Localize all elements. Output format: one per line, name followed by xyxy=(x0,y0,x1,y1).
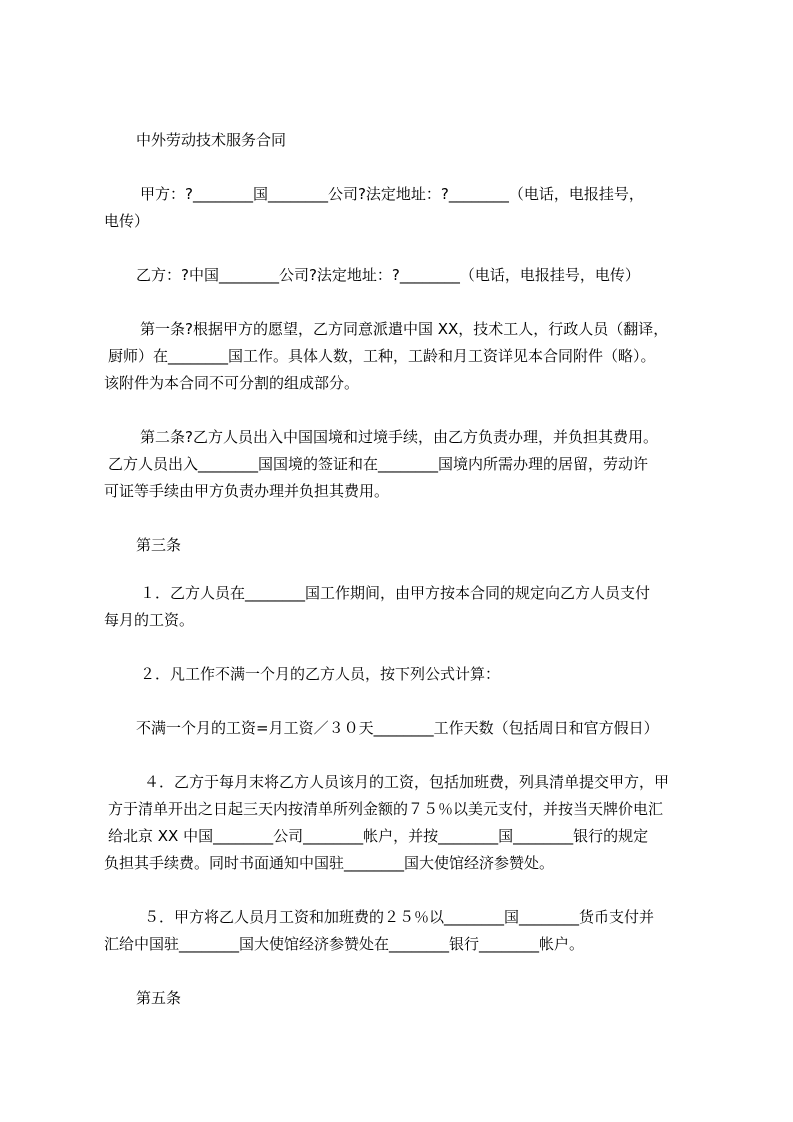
article-3-heading xyxy=(104,532,732,559)
formula-paragraph xyxy=(104,715,732,742)
clause-4-paragraph xyxy=(104,769,700,877)
article-2-line-3: 可证等手续由甲方负责办理并负担其费用。 xyxy=(104,482,390,500)
article-1-paragraph xyxy=(104,316,700,397)
clause-4-line-1: ４．乙方于每月末将乙方人员该月的工资，包括加班费，列具清单提交甲方，甲 xyxy=(144,773,670,791)
clause-1-line-2: 每月的工资。 xyxy=(104,611,195,629)
document-title-text: 中外劳动技术服务合同 xyxy=(136,131,287,149)
formula-line-1: 不满一个月的工资=月工资／３０天________工作天数（包括周日和官方假日） xyxy=(136,719,659,737)
party-a-line-2: 电传） xyxy=(104,212,150,230)
clause-2-paragraph xyxy=(104,661,700,688)
party-b-paragraph xyxy=(104,262,732,289)
clause-1-line-1: １．乙方人员在________国工作期间，由甲方按本合同的规定向乙方人员支付 xyxy=(140,584,651,602)
document-title xyxy=(104,127,732,154)
article-3-heading-text: 第三条 xyxy=(136,536,182,554)
clause-2-line-1: ２．凡工作不满一个月的乙方人员，按下列公式计算： xyxy=(140,665,501,683)
article-1-line-3: 该附件为本合同不可分割的组成部分。 xyxy=(104,374,360,392)
clause-4-line-3: 给北京 XX 中国________公司________帐户，并按________国________银行的规定 xyxy=(108,827,649,845)
clause-4-line-4: 负担其手续费。同时书面通知中国驻________国大使馆经济参赞处。 xyxy=(104,854,555,872)
party-b-line-1: 乙方：?中国________公司?法定地址：?________（电话，电报挂号，电传） xyxy=(136,266,640,284)
article-2-line-2: 乙方人员出入________国国境的签证和在________国境内所需办理的居留，劳动许 xyxy=(108,455,649,473)
clause-4-line-2: 方于清单开出之日起三天内按清单所列金额的７５％以美元支付，并按当天牌价电汇 xyxy=(108,800,664,818)
clause-5-line-1: ５．甲方将乙人员月工资和加班费的２５％以________国________货币支付并 xyxy=(144,908,655,926)
party-a-paragraph xyxy=(104,181,732,235)
clause-5-paragraph xyxy=(104,904,700,958)
clause-5-line-2: 汇给中国驻________国大使馆经济参赞处在________银行________帐户。 xyxy=(104,935,585,953)
article-1-line-2: 厨师）在________国工作。具体人数，工种，工龄和月工资详见本合同附件（略）。 xyxy=(108,347,656,365)
article-5-heading xyxy=(104,985,732,1012)
article-1-line-1: 第一条?根据甲方的愿望，乙方同意派遣中国 XX，技术工人，行政人员（翻译， xyxy=(140,320,669,338)
article-2-paragraph xyxy=(104,424,700,505)
article-5-heading-text: 第五条 xyxy=(136,989,182,1007)
party-a-line-1: 甲方：?________国________公司?法定地址：?________（电话，电报挂号， xyxy=(140,185,644,203)
article-2-line-1: 第二条?乙方人员出入中国国境和过境手续，由乙方负责办理，并负担其费用。 xyxy=(140,428,658,446)
clause-1-paragraph xyxy=(104,580,700,634)
